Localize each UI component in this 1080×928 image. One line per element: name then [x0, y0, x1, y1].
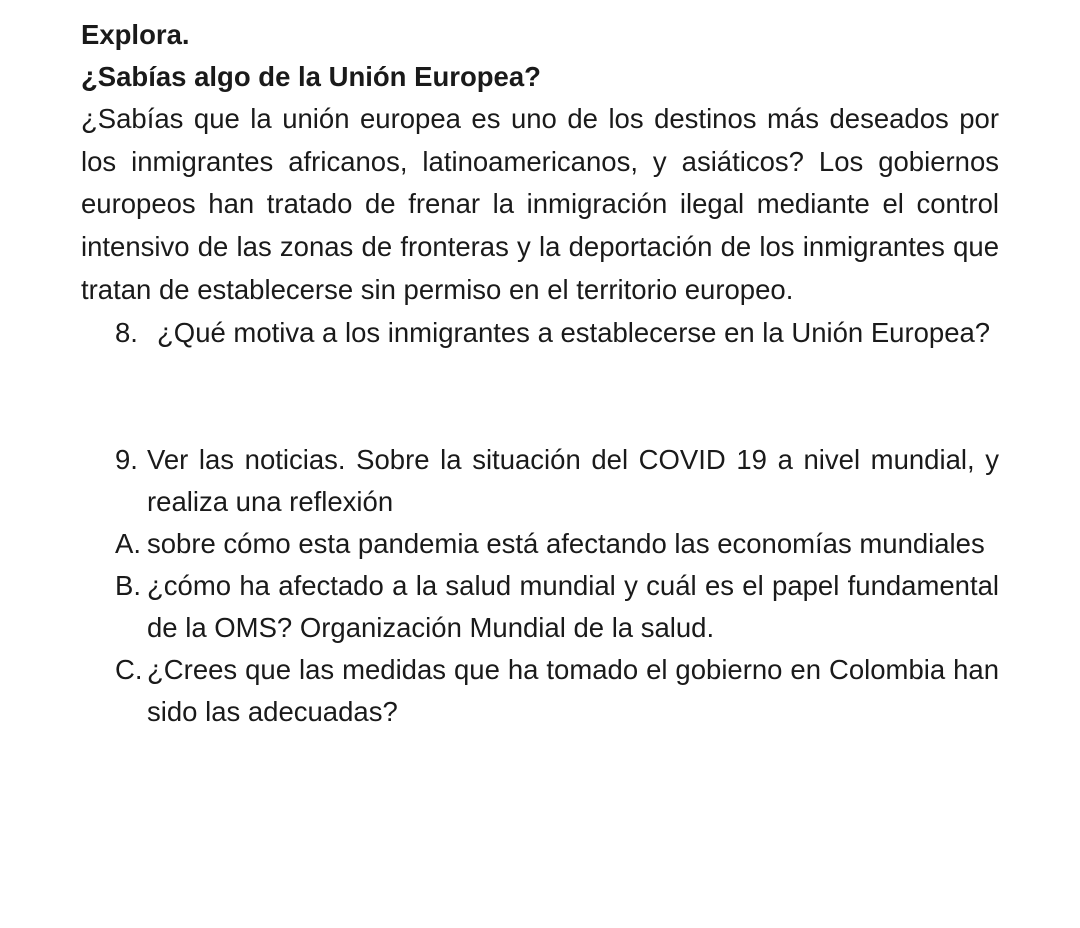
- intro-paragraph: ¿Sabías que la unión europea es uno de los destinos más deseados por los inmigrantes africanos, latinoamericanos, y asiáticos? Los gobiernos europeos han tratado de frenar la inmigración ilegal mediante el control intensivo de las zonas de fronteras y la deportación de los inmigrantes que tratan de establecerse sin permiso en el territorio europeo.: [81, 103, 999, 305]
- question-number: 9.: [115, 443, 138, 475]
- sub-item-letter: C.: [115, 653, 143, 685]
- sub-item-letter: B.: [115, 569, 141, 601]
- section-subtitle: ¿Sabías algo de la Unión Europea?: [81, 61, 541, 92]
- sub-item-a: [81, 523, 999, 565]
- sub-item-letter: A.: [115, 527, 141, 559]
- question-number: 8.: [115, 316, 138, 348]
- answer-space: [81, 354, 999, 439]
- sub-item-text: ¿cómo ha afectado a la salud mundial y cuál es el papel fundamental de la OMS? Organización Mundial de la salud.: [147, 569, 999, 643]
- question-text: ¿Qué motiva a los inmigrantes a establecerse en la Unión Europea?: [157, 316, 991, 348]
- sub-item-text: sobre cómo esta pandemia está afectando las economías mundiales: [147, 527, 985, 559]
- document-page: [81, 14, 999, 733]
- sub-item-b: [81, 565, 999, 649]
- sub-item-text: ¿Crees que las medidas que ha tomado el gobierno en Colombia han sido las adecuadas?: [147, 653, 999, 727]
- question-text: Ver las noticias. Sobre la situación del COVID 19 a nivel mundial, y realiza una reflexión: [147, 443, 999, 517]
- question-9: [81, 439, 999, 523]
- question-8: [81, 312, 999, 354]
- sub-item-c: [81, 649, 999, 733]
- section-title: Explora.: [81, 19, 190, 50]
